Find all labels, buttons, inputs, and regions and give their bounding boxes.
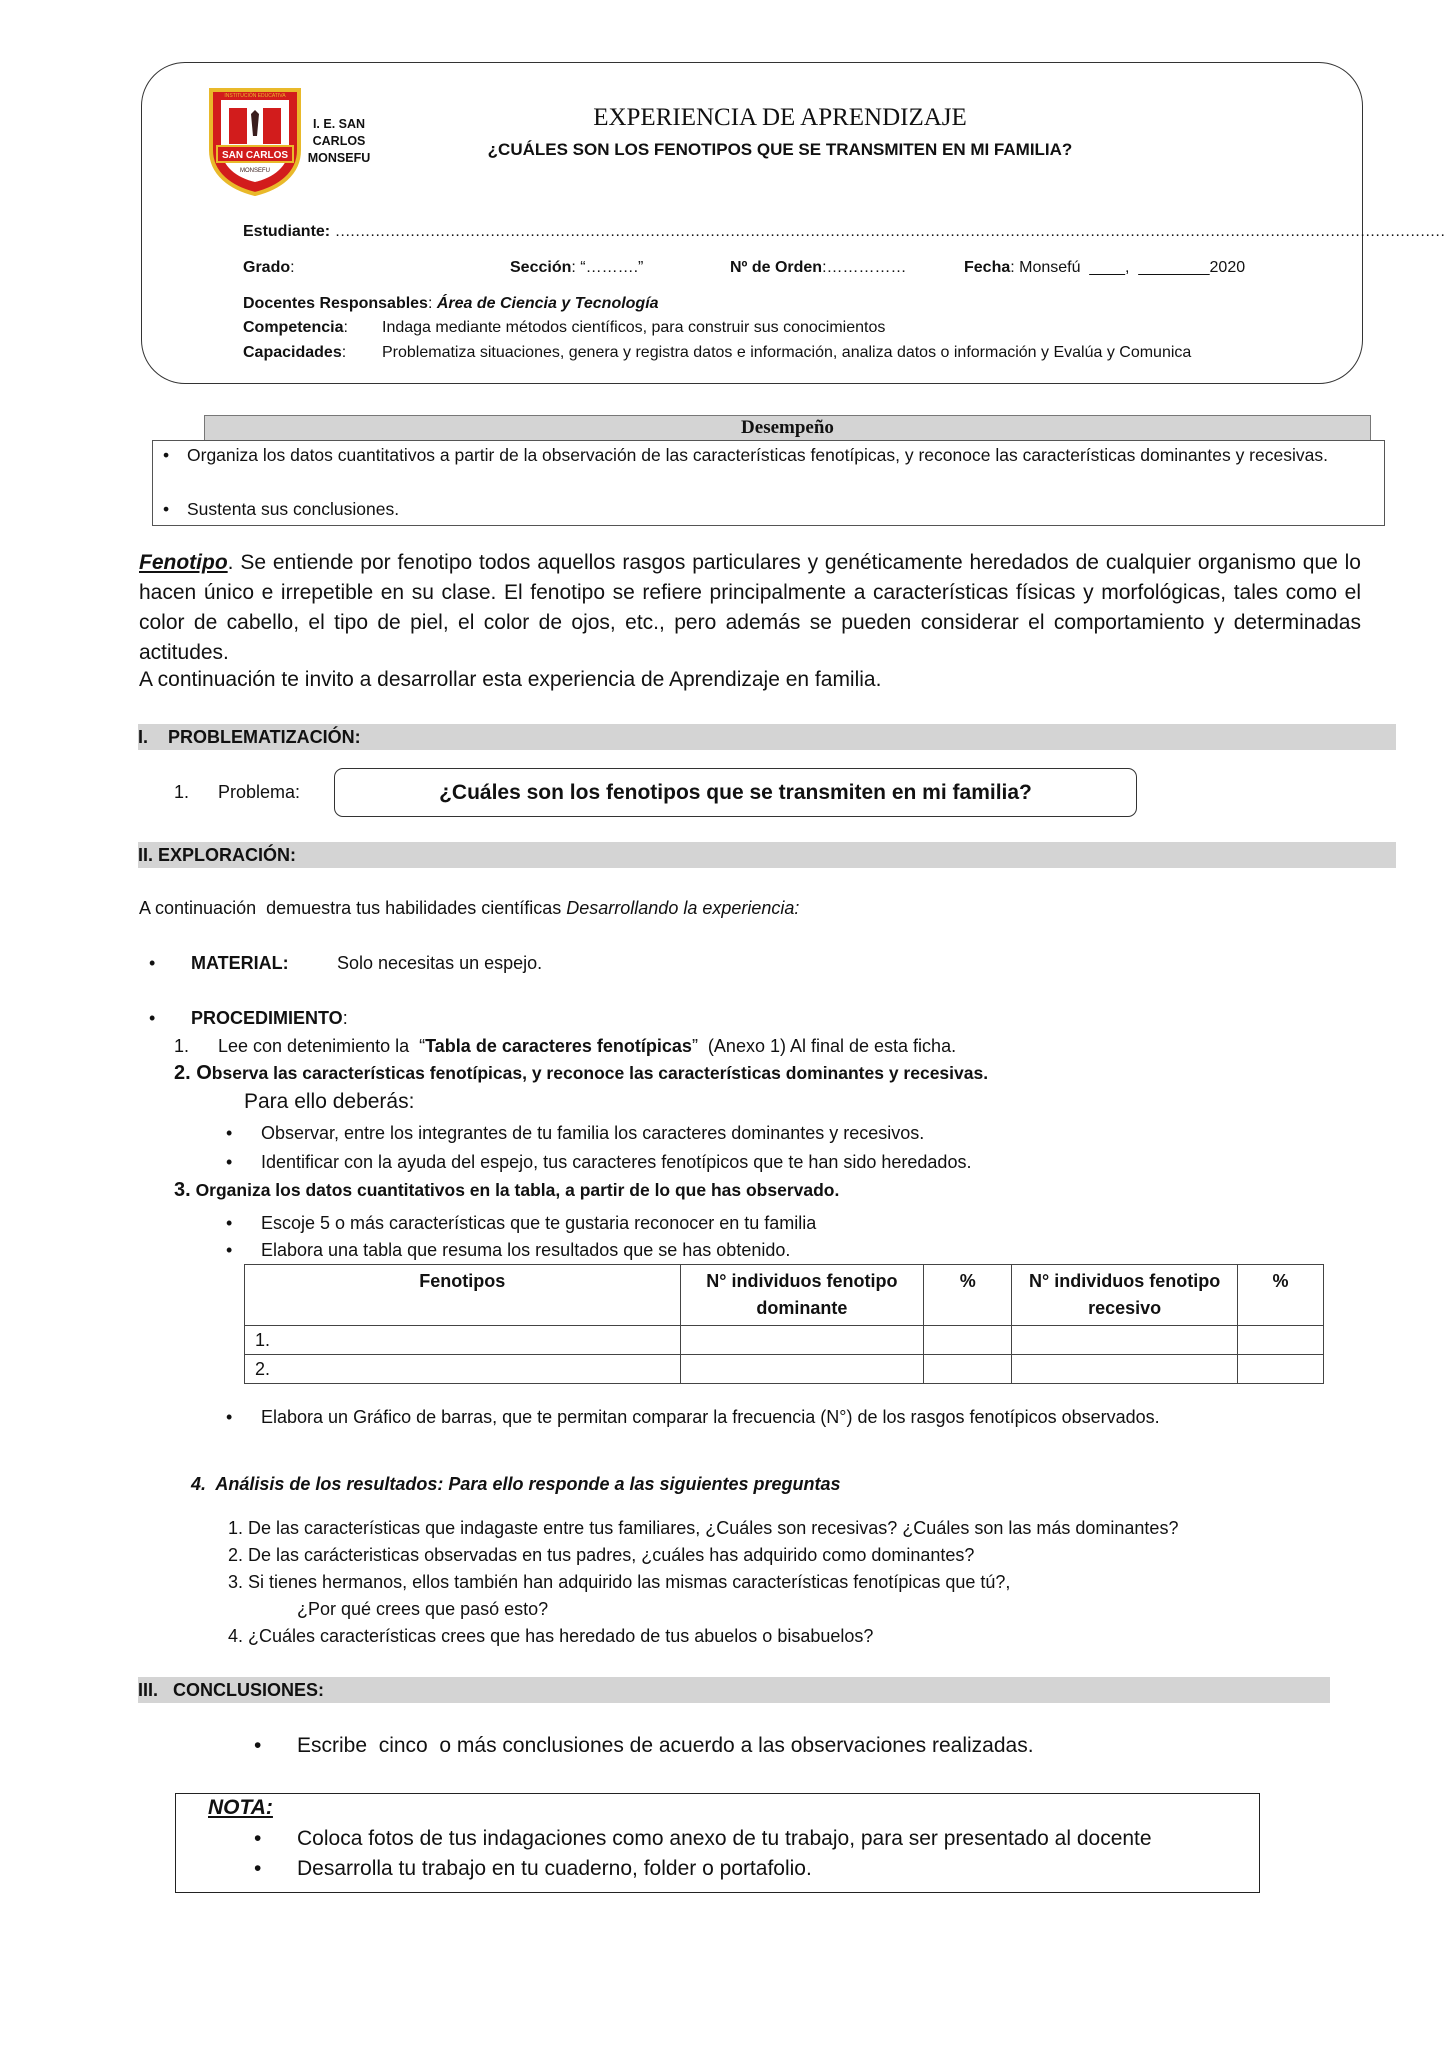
step3-title: 3. Organiza los datos cuantitativos en la tabla, a partir de lo que has observado. bbox=[174, 1179, 840, 1201]
bullet-dot: • bbox=[149, 953, 156, 973]
table-cell[interactable]: 1. bbox=[245, 1326, 681, 1355]
question-item: 3. Si tienes hermanos, ellos también han adquirido las mismas características fenotípicas que tú?, bbox=[228, 1572, 1011, 1592]
bullet-dot: • bbox=[254, 1827, 262, 1850]
table-cell[interactable] bbox=[1012, 1326, 1238, 1355]
section-conclusiones: III. CONCLUSIONES: bbox=[138, 1677, 1330, 1703]
nota-item: Coloca fotos de tus indagaciones como anexo de tu trabajo, para ser presentado al docente bbox=[297, 1827, 1152, 1850]
table-header-row bbox=[245, 1265, 1324, 1326]
competencia-value: Indaga mediante métodos científicos, para construir sus conocimientos bbox=[382, 319, 886, 336]
school-crest-logo bbox=[207, 86, 303, 196]
table-header-cell: N° individuos fenotipo dominante bbox=[680, 1265, 924, 1326]
table-cell[interactable] bbox=[680, 1355, 924, 1384]
analysis-title: 4. Análisis de los resultados: Para ello responde a las siguientes preguntas bbox=[191, 1474, 841, 1494]
question-item: 4. ¿Cuáles características crees que has heredado de tus abuelos o bisabuelos? bbox=[228, 1626, 874, 1646]
bullet-dot: • bbox=[226, 1407, 233, 1427]
logo-band-text: SAN CARLOS bbox=[221, 150, 289, 161]
desempeno-item: • Organiza los datos cuantitativos a partir de la observación de las características fenotípicas, y reconoce las características dominantes y recesivas. bbox=[163, 445, 1328, 465]
logo-top-text: INSTITUCIÓN EDUCATIVA bbox=[224, 93, 286, 99]
logo-bottom-text: MONSEFU bbox=[240, 168, 270, 174]
table-cell[interactable] bbox=[1238, 1326, 1324, 1355]
table-header-cell: % bbox=[1238, 1265, 1324, 1326]
step1-text: Lee con detenimiento la “Tabla de caracteres fenotípicas” (Anexo 1) Al final de esta ficha. bbox=[218, 1036, 957, 1056]
estudiante-label: Estudiante: bbox=[243, 223, 331, 240]
step3-item: Escoje 5 o más características que te gustaria reconocer en tu familia bbox=[261, 1213, 817, 1233]
desempeno-title: Desempeño bbox=[204, 415, 1371, 441]
chart-instruction: Elabora un Gráfico de barras, que te permitan comparar la frecuencia (N°) de los rasgos fenotípicos observados. bbox=[261, 1407, 1160, 1427]
fenotipo-term: Fenotipo bbox=[139, 551, 228, 574]
intro-invite: A continuación te invito a desarrollar esta experiencia de Aprendizaje en familia. bbox=[139, 668, 882, 691]
capacidades-line: Capacidades: bbox=[243, 344, 347, 361]
bullet-dot: • bbox=[226, 1213, 233, 1233]
estudiante-field: …………………………………………………………………………………………………………………………………………………………………………………………………… bbox=[334, 223, 1445, 240]
table-cell[interactable] bbox=[924, 1355, 1012, 1384]
table-header-cell: N° individuos fenotipo recesivo bbox=[1012, 1265, 1238, 1326]
problem-label: Problema: bbox=[218, 782, 301, 802]
table-cell[interactable] bbox=[1012, 1355, 1238, 1384]
table-cell[interactable] bbox=[924, 1326, 1012, 1355]
school-name: I. E. SAN CARLOS MONSEFU bbox=[307, 117, 371, 165]
step2-intro: Para ello deberás: bbox=[244, 1090, 415, 1113]
problem-box: ¿Cuáles son los fenotipos que se transmiten en mi familia? bbox=[334, 768, 1137, 817]
question-item: 2. De las carácteristicas observadas en tus padres, ¿cuáles has adquirido como dominantes? bbox=[228, 1545, 975, 1565]
capacidades-value: Problematiza situaciones, genera y registra datos e información, analiza datos o información y Evalúa y Comunica bbox=[382, 344, 1192, 361]
competencia-line: Competencia: bbox=[243, 319, 348, 336]
problem-number: 1. bbox=[174, 782, 190, 802]
grado-field: Grado: bbox=[243, 259, 295, 276]
document-subtitle: ¿CUÁLES SON LOS FENOTIPOS QUE SE TRANSMITEN EN MI FAMILIA? bbox=[487, 140, 1073, 159]
step1-number: 1. bbox=[174, 1036, 190, 1056]
seccion-field: Sección: “……….” bbox=[510, 259, 644, 276]
section-exploracion: II. EXPLORACIÓN: bbox=[138, 842, 1396, 868]
step2-item: Identificar con la ayuda del espejo, tus caracteres fenotípicos que te han sido heredados. bbox=[261, 1152, 972, 1172]
desempeno-item: • Sustenta sus conclusiones. bbox=[163, 499, 400, 519]
phenotype-table bbox=[244, 1264, 1324, 1384]
bullet-dot: • bbox=[254, 1857, 262, 1880]
step2-item: Observar, entre los integrantes de tu familia los caracteres dominantes y recesivos. bbox=[261, 1123, 925, 1143]
bullet-dot: • bbox=[226, 1152, 233, 1172]
estudiante-line bbox=[243, 223, 1445, 241]
table-cell[interactable] bbox=[1238, 1355, 1324, 1384]
step2-title: 2. Observa las características fenotípicas, y reconoce las características dominantes y recesivas. bbox=[174, 1062, 989, 1084]
material-label: MATERIAL: bbox=[191, 953, 289, 973]
question-item: ¿Por qué crees que pasó esto? bbox=[297, 1599, 549, 1619]
nota-title: NOTA: bbox=[208, 1796, 273, 1819]
table-row bbox=[245, 1326, 1324, 1355]
table-header-cell: % bbox=[924, 1265, 1012, 1326]
bullet-dot: • bbox=[226, 1123, 233, 1143]
docentes-line: Docentes Responsables: Área de Ciencia y Tecnología bbox=[243, 295, 659, 312]
table-cell[interactable]: 2. bbox=[245, 1355, 681, 1384]
table-cell[interactable] bbox=[680, 1326, 924, 1355]
conclusiones-item: Escribe cinco o más conclusiones de acuerdo a las observaciones realizadas. bbox=[297, 1734, 1034, 1757]
table-header-cell: Fenotipos bbox=[245, 1265, 681, 1326]
table-row bbox=[245, 1355, 1324, 1384]
procedimiento-label: PROCEDIMIENTO: bbox=[191, 1008, 348, 1028]
fecha-field: Fecha: Monsefú ____, ________2020 bbox=[964, 259, 1246, 276]
question-item: 1. De las características que indagaste entre tus familiares, ¿Cuáles son recesivas? ¿Cuáles son las más dominantes? bbox=[228, 1518, 1179, 1538]
document-title: EXPERIENCIA DE APRENDIZAJE bbox=[593, 104, 967, 131]
desempeno-box bbox=[152, 440, 1385, 526]
bullet-dot: • bbox=[254, 1734, 262, 1757]
orden-field: Nº de Orden:…………… bbox=[730, 259, 907, 276]
bullet-dot: • bbox=[226, 1240, 233, 1260]
intro-paragraph: Fenotipo. Se entiende por fenotipo todos aquellos rasgos particulares y genéticamente heredados de cualquier organismo que lo hacen único e irrepetible en su clase. El fenotipo se refiere principalmente a características físicas y morfológicas, tales como el color de cabello, el tipo de piel, el color de ojos, etc., pero además se pueden considerar el comportamiento y determinadas actitudes. bbox=[139, 551, 1361, 664]
exploracion-lead: A continuación demuestra tus habilidades científicas Desarrollando la experiencia: bbox=[139, 898, 800, 918]
step3-item: Elabora una tabla que resuma los resultados que se has obtenido. bbox=[261, 1240, 791, 1260]
nota-item: Desarrolla tu trabajo en tu cuaderno, folder o portafolio. bbox=[297, 1857, 812, 1880]
bullet-dot: • bbox=[149, 1008, 156, 1028]
section-problematizacion: I. PROBLEMATIZACIÓN: bbox=[138, 724, 1396, 750]
material-value: Solo necesitas un espejo. bbox=[337, 953, 543, 973]
